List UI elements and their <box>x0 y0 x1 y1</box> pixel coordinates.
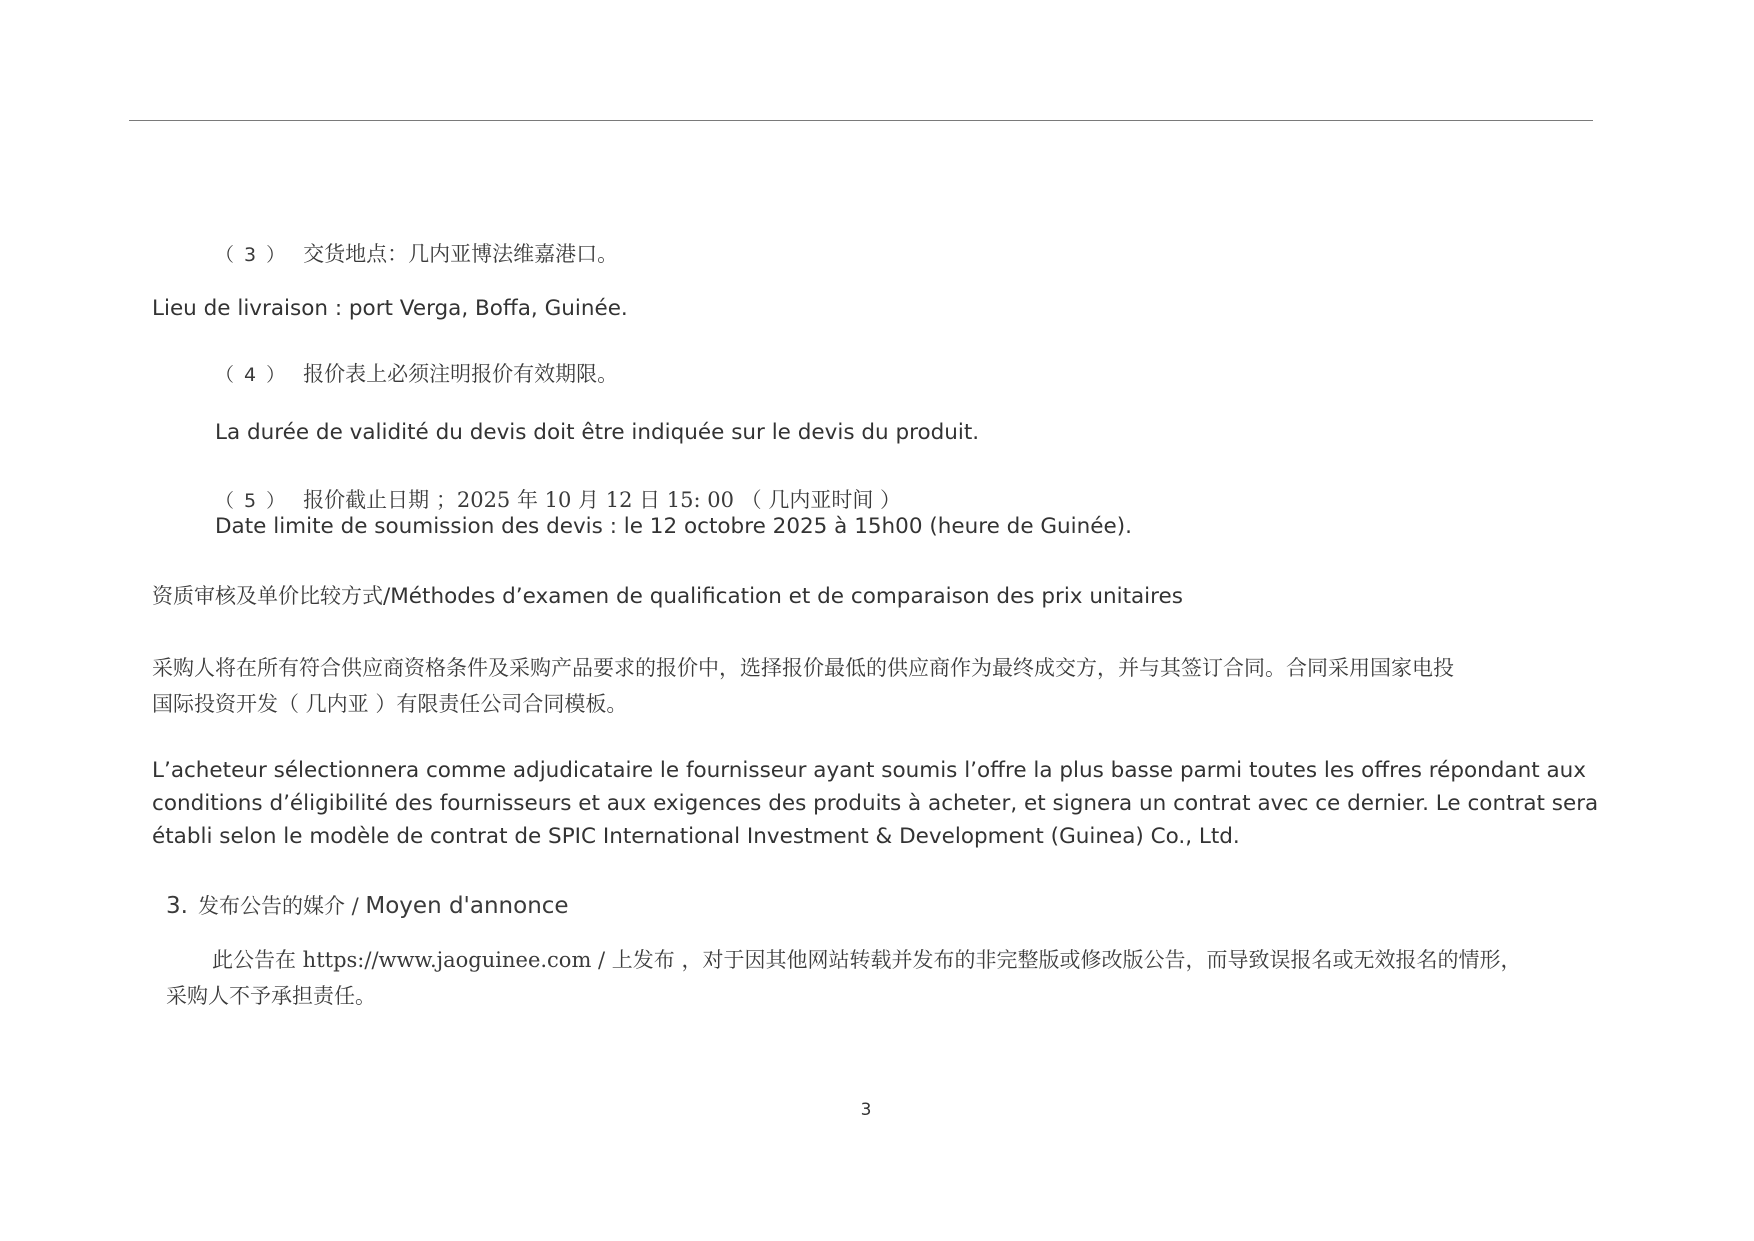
qualification-heading <box>152 580 1183 610</box>
item-5-fr: Date limite de soumission des devis : le 12 octobre 2025 à 15h00 (heure de Guinée). <box>215 514 1132 539</box>
item-3-number: （ 3 ） <box>215 244 288 266</box>
section-3-body-line-2: 采购人不予承担责任。 <box>166 984 376 1008</box>
qualification-para-fr-line-1: L’acheteur sélectionnera comme adjudicataire le fournisseur ayant soumis l’offre la plus basse parmi toutes les offres répondant aux <box>152 758 1586 783</box>
section-3-number: 3. <box>166 893 188 919</box>
page-number: 3 <box>860 1100 872 1120</box>
item-4-zh-text: 报价表上必须注明报价有效期限。 <box>303 362 619 386</box>
qualification-para-fr-line-2: conditions d’éligibilité des fournisseurs et aux exigences des produits à acheter, et signera un contrat avec ce dernier. Le contrat sera <box>152 791 1599 816</box>
section-3-heading-zh: 发布公告的媒介 <box>197 894 345 918</box>
item-5-zh <box>215 484 901 514</box>
section-3-heading-fr: Moyen d'annonce <box>365 893 569 919</box>
qualification-heading-fr: Méthodes d’examen de qualification et de comparaison des prix unitaires <box>390 584 1183 609</box>
qualification-para-zh-line-2: 国际投资开发（ 几内亚 ）有限责任公司合同模板。 <box>152 692 628 716</box>
item-5-zh-text: 报价截止日期 ；2025 年 10 月 12 日 15: 00 （ 几内亚时间 ） <box>303 488 902 512</box>
section-3-heading-sep: / <box>344 894 366 918</box>
section-3-heading <box>166 890 569 920</box>
item-5-number: （ 5 ） <box>215 490 288 512</box>
item-3-fr: Lieu de livraison : port Verga, Boffa, Guinée. <box>152 296 628 321</box>
header-rule <box>129 120 1593 121</box>
qualification-para-zh-line-1: 采购人将在所有符合供应商资格条件及采购产品要求的报价中，选择报价最低的供应商作为最终成交方，并与其签订合同。合同采用国家电投 <box>152 656 1454 680</box>
qualification-heading-sep: / <box>383 584 391 609</box>
qualification-heading-zh: 资质审核及单价比较方式 <box>152 584 383 608</box>
item-4-number: （ 4 ） <box>215 364 288 386</box>
item-4-fr: La durée de validité du devis doit être indiquée sur le devis du produit. <box>215 420 980 445</box>
item-4-zh <box>215 358 618 388</box>
section-3-body-line-1: 此公告在 https://www.jaoguinee.com / 上发布 ，对于因其他网站转载并发布的非完整版或修改版公告，而导致误报名或无效报名的情形， <box>212 948 1522 972</box>
item-3-zh <box>215 238 618 268</box>
item-3-zh-text: 交货地点：几内亚博法维嘉港口。 <box>303 242 619 266</box>
qualification-para-fr-line-3: établi selon le modèle de contrat de SPIC International Investment & Development (Guinea) Co., Ltd. <box>152 824 1240 849</box>
